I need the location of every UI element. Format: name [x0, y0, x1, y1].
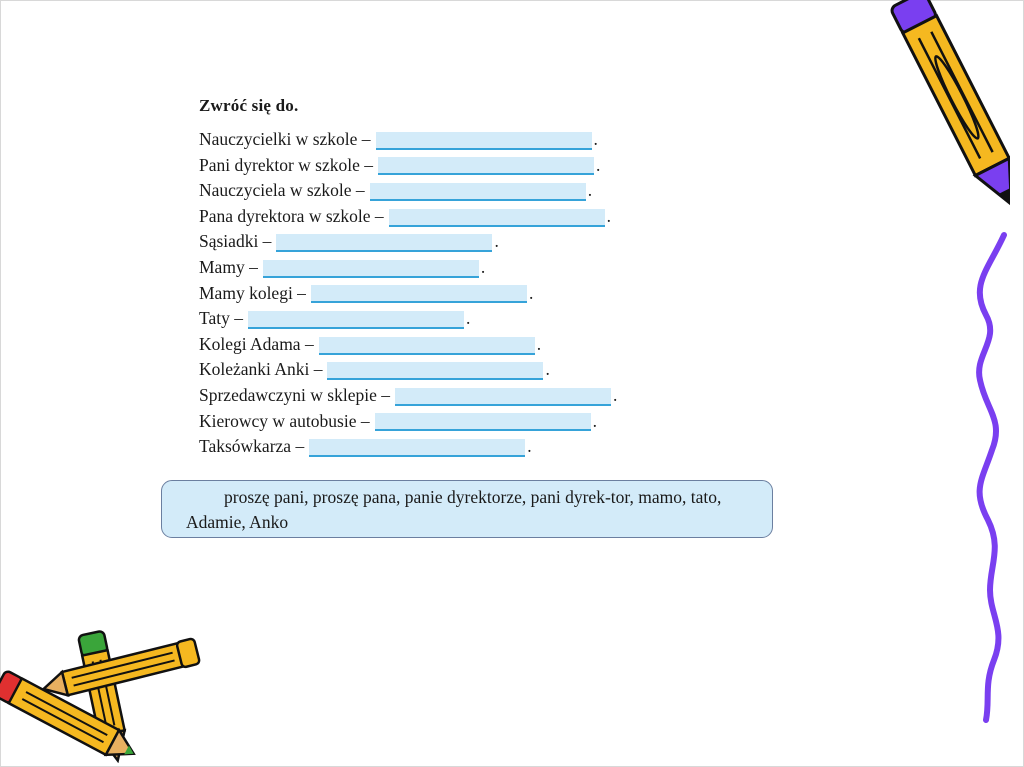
row-prompt: Mamy – — [199, 256, 258, 277]
row-period: . — [536, 333, 542, 354]
row-prompt: Koleżanki Anki – — [199, 359, 323, 380]
row-prompt: Kierowcy w autobusie – — [199, 410, 370, 431]
exercise-title: Zwróć się do. — [199, 96, 299, 115]
row-prompt: Pana dyrektora w szkole – — [199, 205, 384, 226]
answer-blank[interactable] — [375, 413, 591, 431]
exercise-row — [199, 229, 799, 255]
row-prompt: Kolegi Adama – — [199, 333, 314, 354]
row-period: . — [612, 384, 618, 405]
row-prompt: Mamy kolegi – — [199, 282, 306, 303]
exercise-row — [199, 357, 799, 383]
row-period: . — [527, 436, 532, 457]
row-prompt: Nauczyciela w szkole – — [199, 180, 365, 201]
row-period: . — [587, 180, 593, 201]
row-period: . — [465, 308, 471, 329]
exercise-row — [199, 409, 799, 435]
exercise-row — [199, 383, 799, 409]
answer-blank[interactable] — [311, 285, 527, 303]
row-prompt: Nauczycielki w szkole – — [199, 129, 371, 149]
answer-blank[interactable] — [370, 183, 586, 201]
word-bank — [161, 480, 773, 538]
row-period: . — [545, 359, 550, 380]
wavy-line — [960, 230, 1020, 725]
row-period: . — [593, 129, 598, 149]
row-prompt: Taksówkarza – — [199, 436, 305, 457]
row-period: . — [596, 154, 601, 175]
answer-blank[interactable] — [263, 260, 479, 278]
row-prompt: Taty – — [199, 308, 243, 329]
row-prompt: Sąsiadki – — [199, 231, 272, 252]
exercise-row — [199, 281, 799, 307]
row-period: . — [592, 410, 597, 431]
word-bank-text: proszę pani, proszę pana, panie dyrektorze, pani dyrek-tor, mamo, tato, Adamie, Anko — [186, 487, 722, 532]
answer-blank[interactable] — [389, 209, 605, 227]
exercise-row — [199, 434, 799, 460]
crossed-pencils-icon — [0, 618, 210, 763]
row-period: . — [480, 256, 486, 277]
exercise-row — [199, 204, 799, 230]
exercise-row — [199, 332, 799, 358]
row-period: . — [528, 282, 534, 303]
answer-blank[interactable] — [309, 439, 525, 457]
answer-blank[interactable] — [248, 311, 464, 329]
exercise-row — [199, 178, 799, 204]
exercise — [199, 96, 799, 460]
exercise-row — [199, 306, 799, 332]
exercise-row — [199, 153, 799, 179]
row-prompt: Sprzedawczyni w sklepie – — [199, 384, 390, 405]
answer-blank[interactable] — [395, 388, 611, 406]
row-period: . — [494, 231, 499, 252]
answer-blank[interactable] — [327, 362, 543, 380]
answer-blank[interactable] — [319, 337, 535, 355]
exercise-rows — [199, 127, 799, 460]
exercise-row — [199, 127, 799, 153]
row-period: . — [606, 205, 612, 226]
answer-blank[interactable] — [376, 132, 592, 150]
exercise-row — [199, 255, 799, 281]
pencil-icon — [860, 0, 1010, 245]
row-prompt: Pani dyrektor w szkole – — [199, 154, 373, 175]
answer-blank[interactable] — [276, 234, 492, 252]
answer-blank[interactable] — [378, 157, 594, 175]
